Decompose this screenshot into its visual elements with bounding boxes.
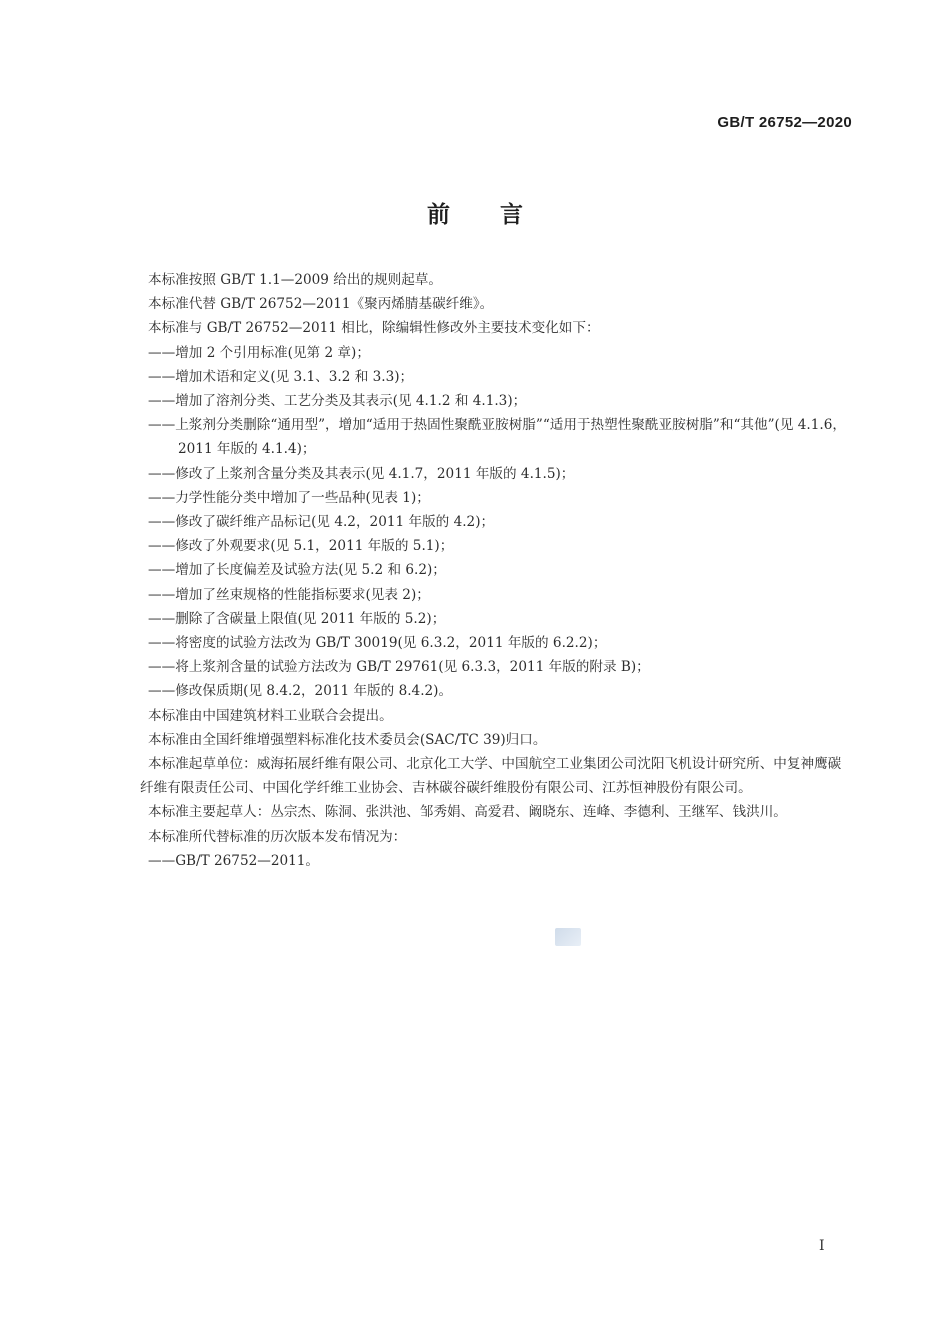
change-item: ——增加了长度偏差及试验方法(见 5.2 和 6.2)； [148, 562, 446, 579]
standard-code: GB/T 26752—2020 [717, 114, 852, 131]
paragraph: 本标准所代替标准的历次版本发布情况为： [148, 828, 407, 845]
change-item: ——修改了碳纤维产品标记(见 4.2，2011 年版的 4.2)； [148, 514, 495, 531]
page-number: I [819, 1238, 825, 1254]
paragraph: 本标准与 GB/T 26752—2011 相比，除编辑性修改外主要技术变化如下： [148, 320, 600, 337]
change-item: ——修改了上浆剂含量分类及其表示(见 4.1.7，2011 年版的 4.1.5)； [148, 465, 575, 482]
change-item: ——修改了外观要求(见 5.1，2011 年版的 5.1)； [148, 538, 454, 555]
change-item: ——将密度的试验方法改为 GB/T 30019(见 6.3.2，2011 年版的 6.2.2)； [148, 635, 607, 652]
change-item: ——增加了丝束规格的性能指标要求(见表 2)； [148, 586, 430, 603]
change-item: ——上浆剂分类删除“通用型”，增加“适用于热固性聚酰亚胺树脂”“适用于热塑性聚酰亚胺树脂”和“其他”(见 4.1.6，2011 年版的 4.1.4)； [148, 417, 846, 458]
change-item: ——力学性能分类中增加了一些品种(见表 1)； [148, 489, 430, 506]
paragraph: 本标准由中国建筑材料工业联合会提出。 [148, 707, 393, 724]
foreword-body [140, 268, 854, 873]
change-item: ——修改保质期(见 8.4.2，2011 年版的 8.4.2)。 [148, 683, 453, 700]
change-item: ——增加 2 个引用标准(见第 2 章)； [148, 344, 370, 361]
title-char-1: 前 [427, 201, 450, 228]
paragraph: 本标准起草单位：威海拓展纤维有限公司、北京化工大学、中国航空工业集团公司沈阳飞机设计研究所、中复神鹰碳纤维有限责任公司、中国化学纤维工业协会、吉林碳谷碳纤维股份有限公司、江苏恒神股份有限公司。 [140, 756, 842, 797]
watermark-stamp [555, 928, 581, 946]
paragraph: 本标准代替 GB/T 26752—2011《聚丙烯腈基碳纤维》。 [148, 296, 494, 313]
change-item: ——GB/T 26752—2011。 [148, 852, 320, 869]
change-item: ——删除了含碳量上限值(见 2011 年版的 5.2)； [148, 610, 446, 627]
page-title [0, 196, 950, 229]
title-char-2: 言 [500, 201, 523, 228]
paragraph: 本标准按照 GB/T 1.1—2009 给出的规则起草。 [148, 272, 442, 288]
paragraph: 本标准由全国纤维增强塑料标准化技术委员会(SAC/TC 39)归口。 [148, 731, 547, 748]
change-item: ——增加了溶剂分类、工艺分类及其表示(见 4.1.2 和 4.1.3)； [148, 393, 527, 410]
change-item: ——增加术语和定义(见 3.1、3.2 和 3.3)； [148, 368, 414, 385]
change-item: ——将上浆剂含量的试验方法改为 GB/T 29761(见 6.3.3，2011 年版的附录 B)； [148, 659, 650, 676]
paragraph: 本标准主要起草人：丛宗杰、陈洞、张洪池、邹秀娟、高爱君、阚晓东、连峰、李德利、王继军、钱洪川。 [148, 804, 787, 821]
